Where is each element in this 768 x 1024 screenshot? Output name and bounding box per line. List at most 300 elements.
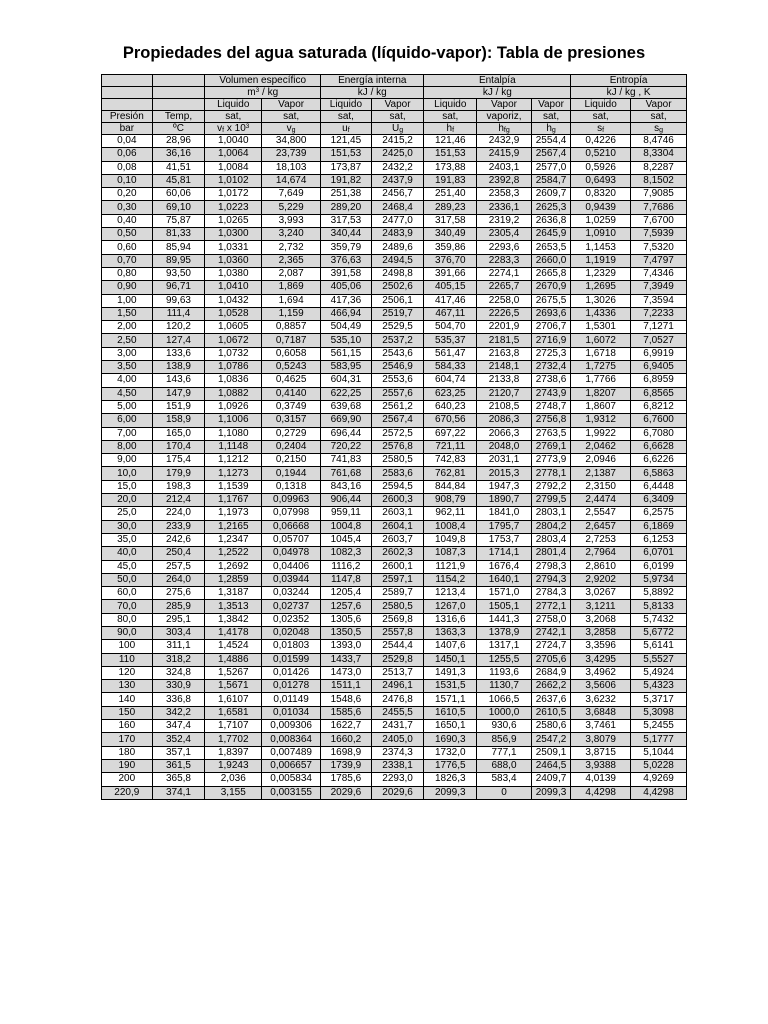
table-cell: 2675,5 bbox=[531, 294, 570, 307]
table-cell: 623,25 bbox=[424, 387, 477, 400]
table-cell: 1,4886 bbox=[205, 653, 262, 666]
table-row bbox=[102, 720, 687, 733]
table-cell: 2403,1 bbox=[477, 161, 532, 174]
table-cell: 2431,7 bbox=[371, 720, 424, 733]
table-cell: 2706,7 bbox=[531, 321, 570, 334]
table-cell: 1317,1 bbox=[477, 640, 532, 653]
table-row bbox=[102, 507, 687, 520]
table-cell: 1393,0 bbox=[321, 640, 372, 653]
table-cell: 158,9 bbox=[152, 414, 205, 427]
table-cell: 130 bbox=[102, 680, 153, 693]
table-cell: 417,46 bbox=[424, 294, 477, 307]
table-row bbox=[102, 347, 687, 360]
table-cell: 0,009306 bbox=[262, 720, 321, 733]
table-cell: 45,81 bbox=[152, 174, 205, 187]
header-sat: sat, bbox=[205, 111, 262, 123]
table-cell: 5,1044 bbox=[631, 746, 687, 759]
table-cell: 40,0 bbox=[102, 547, 153, 560]
table-cell: 330,9 bbox=[152, 680, 205, 693]
table-cell: 2415,9 bbox=[477, 148, 532, 161]
table-cell: 2792,2 bbox=[531, 480, 570, 493]
table-cell: 0,7187 bbox=[262, 334, 321, 347]
table-cell: 2784,3 bbox=[531, 587, 570, 600]
table-cell: 2,7964 bbox=[571, 547, 631, 560]
table-cell: 147,9 bbox=[152, 387, 205, 400]
table-cell: 2,365 bbox=[262, 254, 321, 267]
table-cell: 3,0267 bbox=[571, 587, 631, 600]
table-row bbox=[102, 480, 687, 493]
table-row bbox=[102, 560, 687, 573]
table-cell: 1,0331 bbox=[205, 241, 262, 254]
table-cell: 0,02048 bbox=[262, 626, 321, 639]
table-row bbox=[102, 254, 687, 267]
table-cell: 6,0199 bbox=[631, 560, 687, 573]
table-cell: 1008,4 bbox=[424, 520, 477, 533]
table-cell: 2283,3 bbox=[477, 254, 532, 267]
table-cell: 2274,1 bbox=[477, 267, 532, 280]
table-cell: 5,229 bbox=[262, 201, 321, 214]
table-cell: 1049,8 bbox=[424, 533, 477, 546]
table-cell: 45,0 bbox=[102, 560, 153, 573]
table-cell: 777,1 bbox=[477, 746, 532, 759]
table-cell: 2338,1 bbox=[371, 759, 424, 772]
table-cell: 1,1148 bbox=[205, 440, 262, 453]
table-cell: 583,95 bbox=[321, 361, 372, 374]
table-cell: 0,09963 bbox=[262, 494, 321, 507]
table-cell: 1505,1 bbox=[477, 600, 532, 613]
table-cell: 264,0 bbox=[152, 573, 205, 586]
table-cell: 7,5320 bbox=[631, 241, 687, 254]
table-cell: 391,66 bbox=[424, 267, 477, 280]
table-cell: 583,4 bbox=[477, 773, 532, 786]
table-cell: 3,1211 bbox=[571, 600, 631, 613]
table-cell: 2392,8 bbox=[477, 174, 532, 187]
table-cell: 36,16 bbox=[152, 148, 205, 161]
table-cell: 2,0462 bbox=[571, 440, 631, 453]
table-cell: 1491,3 bbox=[424, 666, 477, 679]
header-hf: $h_f$ bbox=[424, 123, 477, 135]
table-cell: 962,11 bbox=[424, 507, 477, 520]
table-row bbox=[102, 414, 687, 427]
header-entropy: Entropía bbox=[571, 75, 687, 87]
table-cell: 1571,1 bbox=[424, 693, 477, 706]
table-cell: 151,53 bbox=[424, 148, 477, 161]
table-cell: 2758,0 bbox=[531, 613, 570, 626]
table-cell: 2163,8 bbox=[477, 347, 532, 360]
table-cell: 6,5863 bbox=[631, 467, 687, 480]
table-cell: 1,0786 bbox=[205, 361, 262, 374]
table-cell: 191,82 bbox=[321, 174, 372, 187]
header-vapor: Vapor bbox=[631, 99, 687, 111]
table-cell: 1,0926 bbox=[205, 400, 262, 413]
header-uf: $u_f$ bbox=[321, 123, 372, 135]
table-cell: 1,0410 bbox=[205, 281, 262, 294]
table-cell: 0,50 bbox=[102, 228, 153, 241]
table-cell: 1571,0 bbox=[477, 587, 532, 600]
table-row bbox=[102, 520, 687, 533]
table-cell: 670,56 bbox=[424, 414, 477, 427]
table-cell: 4,4298 bbox=[631, 786, 687, 799]
table-cell: 467,11 bbox=[424, 307, 477, 320]
table-cell: 8,4746 bbox=[631, 135, 687, 148]
table-cell: 8,3304 bbox=[631, 148, 687, 161]
table-cell: 2358,3 bbox=[477, 188, 532, 201]
table-cell: 5,1777 bbox=[631, 733, 687, 746]
table-cell: 2544,4 bbox=[371, 640, 424, 653]
header-vapor: Vapor bbox=[371, 99, 424, 111]
table-cell: 5,4323 bbox=[631, 680, 687, 693]
table-cell: 1739,9 bbox=[321, 759, 372, 772]
table-cell: 133,6 bbox=[152, 347, 205, 360]
table-cell: 1622,7 bbox=[321, 720, 372, 733]
table-cell: 1193,6 bbox=[477, 666, 532, 679]
table-cell: 2099,3 bbox=[531, 786, 570, 799]
table-cell: 190 bbox=[102, 759, 153, 772]
table-cell: 1,0672 bbox=[205, 334, 262, 347]
table-cell: 2,8610 bbox=[571, 560, 631, 573]
table-cell: 2602,3 bbox=[371, 547, 424, 560]
table-cell: 1,2165 bbox=[205, 520, 262, 533]
header-ug: $U_g$ bbox=[371, 123, 424, 135]
header-temp: Temp, bbox=[152, 111, 205, 123]
table-cell: 111,4 bbox=[152, 307, 205, 320]
table-cell: 336,8 bbox=[152, 693, 205, 706]
table-row bbox=[102, 400, 687, 413]
table-cell: 2265,7 bbox=[477, 281, 532, 294]
table-cell: 2610,5 bbox=[531, 706, 570, 719]
table-cell: 1,0836 bbox=[205, 374, 262, 387]
table-cell: 720,22 bbox=[321, 440, 372, 453]
table-cell: 50,0 bbox=[102, 573, 153, 586]
table-cell: 504,70 bbox=[424, 321, 477, 334]
header-sat: sat, bbox=[262, 111, 321, 123]
table-cell: 696,44 bbox=[321, 427, 372, 440]
table-cell: 2665,8 bbox=[531, 267, 570, 280]
table-cell: 121,45 bbox=[321, 135, 372, 148]
table-cell: 0,3157 bbox=[262, 414, 321, 427]
table-cell: 1610,5 bbox=[424, 706, 477, 719]
table-cell: 6,9919 bbox=[631, 347, 687, 360]
table-row bbox=[102, 427, 687, 440]
table-cell: 5,0228 bbox=[631, 759, 687, 772]
table-cell: 5,8133 bbox=[631, 600, 687, 613]
table-cell: 6,2575 bbox=[631, 507, 687, 520]
table-cell: 8,00 bbox=[102, 440, 153, 453]
table-cell: 0,03944 bbox=[262, 573, 321, 586]
table-cell: 2502,6 bbox=[371, 281, 424, 294]
table-cell: 2772,1 bbox=[531, 600, 570, 613]
table-cell: 1,0528 bbox=[205, 307, 262, 320]
table-cell: 96,71 bbox=[152, 281, 205, 294]
table-row bbox=[102, 693, 687, 706]
table-cell: 2,732 bbox=[262, 241, 321, 254]
table-cell: 359,86 bbox=[424, 241, 477, 254]
table-cell: 90,0 bbox=[102, 626, 153, 639]
table-cell: 2561,2 bbox=[371, 400, 424, 413]
table-cell: 2305,4 bbox=[477, 228, 532, 241]
table-cell: 6,0701 bbox=[631, 547, 687, 560]
table-cell: 3,155 bbox=[205, 786, 262, 799]
table-cell: 2748,7 bbox=[531, 400, 570, 413]
table-cell: 7,6700 bbox=[631, 214, 687, 227]
table-cell: 2725,3 bbox=[531, 347, 570, 360]
table-cell: 0,5210 bbox=[571, 148, 631, 161]
table-cell: 721,11 bbox=[424, 440, 477, 453]
table-cell: 856,9 bbox=[477, 733, 532, 746]
table-cell: 1,1273 bbox=[205, 467, 262, 480]
table-cell: 0,04406 bbox=[262, 560, 321, 573]
table-row bbox=[102, 680, 687, 693]
header-enthalpy-units: kJ / kg bbox=[424, 87, 571, 99]
table-cell: 2409,7 bbox=[531, 773, 570, 786]
table-cell: 0,03244 bbox=[262, 587, 321, 600]
table-cell: 2543,6 bbox=[371, 347, 424, 360]
table-cell: 2580,5 bbox=[371, 600, 424, 613]
table-cell: 1257,6 bbox=[321, 600, 372, 613]
table-cell: 1,0300 bbox=[205, 228, 262, 241]
table-cell: 761,68 bbox=[321, 467, 372, 480]
table-cell: 250,4 bbox=[152, 547, 205, 560]
table-row bbox=[102, 148, 687, 161]
table-cell: 10,0 bbox=[102, 467, 153, 480]
table-cell: 1,8397 bbox=[205, 746, 262, 759]
table-cell: 2584,7 bbox=[531, 174, 570, 187]
header-blank bbox=[102, 99, 153, 111]
table-cell: 6,3409 bbox=[631, 494, 687, 507]
table-cell: 1,8207 bbox=[571, 387, 631, 400]
table-cell: 1,0259 bbox=[571, 214, 631, 227]
table-body bbox=[102, 135, 687, 800]
table-cell: 251,40 bbox=[424, 188, 477, 201]
header-sf: $s_f$ bbox=[571, 123, 631, 135]
header-liquido: Liquido bbox=[321, 99, 372, 111]
table-row bbox=[102, 387, 687, 400]
table-cell: 7,5939 bbox=[631, 228, 687, 241]
table-cell: 303,4 bbox=[152, 626, 205, 639]
table-row bbox=[102, 746, 687, 759]
table-cell: 5,8892 bbox=[631, 587, 687, 600]
table-cell: 1407,6 bbox=[424, 640, 477, 653]
table-cell: 7,2233 bbox=[631, 307, 687, 320]
table-cell: 5,6141 bbox=[631, 640, 687, 653]
table-cell: 150 bbox=[102, 706, 153, 719]
table-cell: 2637,6 bbox=[531, 693, 570, 706]
table-cell: 2048,0 bbox=[477, 440, 532, 453]
table-cell: 3,8715 bbox=[571, 746, 631, 759]
table-cell: 1714,1 bbox=[477, 547, 532, 560]
table-cell: 0,06 bbox=[102, 148, 153, 161]
table-row bbox=[102, 547, 687, 560]
table-cell: 2,7253 bbox=[571, 533, 631, 546]
table-cell: 1,3842 bbox=[205, 613, 262, 626]
table-cell: 2496,1 bbox=[371, 680, 424, 693]
table-cell: 165,0 bbox=[152, 427, 205, 440]
table-cell: 0,40 bbox=[102, 214, 153, 227]
table-cell: 669,90 bbox=[321, 414, 372, 427]
table-cell: 1841,0 bbox=[477, 507, 532, 520]
table-cell: 340,49 bbox=[424, 228, 477, 241]
header-internal-energy: Energía interna bbox=[321, 75, 424, 87]
table-cell: 1,1539 bbox=[205, 480, 262, 493]
table-cell: 151,53 bbox=[321, 148, 372, 161]
table-cell: 1,6107 bbox=[205, 693, 262, 706]
table-cell: 0,5243 bbox=[262, 361, 321, 374]
table-cell: 191,83 bbox=[424, 174, 477, 187]
table-cell: 1785,6 bbox=[321, 773, 372, 786]
table-cell: 8,1502 bbox=[631, 174, 687, 187]
table-cell: 1640,1 bbox=[477, 573, 532, 586]
header-sat: sat, bbox=[371, 111, 424, 123]
table-cell: 1045,4 bbox=[321, 533, 372, 546]
table-cell: 2625,3 bbox=[531, 201, 570, 214]
table-cell: 212,4 bbox=[152, 494, 205, 507]
table-row bbox=[102, 786, 687, 799]
table-cell: 1433,7 bbox=[321, 653, 372, 666]
table-cell: 697,22 bbox=[424, 427, 477, 440]
table-cell: 2437,9 bbox=[371, 174, 424, 187]
table-cell: 242,6 bbox=[152, 533, 205, 546]
table-row bbox=[102, 494, 687, 507]
table-cell: 2,50 bbox=[102, 334, 153, 347]
table-cell: 2494,5 bbox=[371, 254, 424, 267]
table-cell: 2569,8 bbox=[371, 613, 424, 626]
table-cell: 843,16 bbox=[321, 480, 372, 493]
table-cell: 224,0 bbox=[152, 507, 205, 520]
table-cell: 4,50 bbox=[102, 387, 153, 400]
table-cell: 1,1767 bbox=[205, 494, 262, 507]
table-cell: 257,5 bbox=[152, 560, 205, 573]
table-cell: 170,4 bbox=[152, 440, 205, 453]
table-cell: 0,003155 bbox=[262, 786, 321, 799]
table-cell: 2660,0 bbox=[531, 254, 570, 267]
table-cell: 2600,3 bbox=[371, 494, 424, 507]
table-cell: 1305,6 bbox=[321, 613, 372, 626]
table-cell: 2583,6 bbox=[371, 467, 424, 480]
table-cell: 762,81 bbox=[424, 467, 477, 480]
table-cell: 2803,4 bbox=[531, 533, 570, 546]
table-cell: 0,4140 bbox=[262, 387, 321, 400]
table-row bbox=[102, 467, 687, 480]
header-hfg: $h_{fg}$ bbox=[477, 123, 532, 135]
table-cell: 0,20 bbox=[102, 188, 153, 201]
table-cell: 180 bbox=[102, 746, 153, 759]
table-cell: 2066,3 bbox=[477, 427, 532, 440]
header-specific-volume: Volumen específico bbox=[205, 75, 321, 87]
table-cell: 535,10 bbox=[321, 334, 372, 347]
table-cell: 275,6 bbox=[152, 587, 205, 600]
table-cell: 2498,8 bbox=[371, 267, 424, 280]
table-cell: 1,4178 bbox=[205, 626, 262, 639]
table-cell: 0,01599 bbox=[262, 653, 321, 666]
table-cell: 2258,0 bbox=[477, 294, 532, 307]
table-cell: 0,02352 bbox=[262, 613, 321, 626]
table-cell: 7,00 bbox=[102, 427, 153, 440]
table-cell: 5,00 bbox=[102, 400, 153, 413]
table-cell: 1732,0 bbox=[424, 746, 477, 759]
table-cell: 1,0432 bbox=[205, 294, 262, 307]
table-cell: 1,6581 bbox=[205, 706, 262, 719]
table-cell: 2537,2 bbox=[371, 334, 424, 347]
table-cell: 2108,5 bbox=[477, 400, 532, 413]
table-cell: 120 bbox=[102, 666, 153, 679]
table-cell: 2464,5 bbox=[531, 759, 570, 772]
table-cell: 0,3749 bbox=[262, 400, 321, 413]
table-cell: 2,5547 bbox=[571, 507, 631, 520]
table-row bbox=[102, 228, 687, 241]
table-cell: 1,0882 bbox=[205, 387, 262, 400]
table-cell: 3,5606 bbox=[571, 680, 631, 693]
table-cell: 317,53 bbox=[321, 214, 372, 227]
table-cell: 1,7766 bbox=[571, 374, 631, 387]
table-cell: 7,4797 bbox=[631, 254, 687, 267]
table-cell: 23,739 bbox=[262, 148, 321, 161]
table-cell: 2529,5 bbox=[371, 321, 424, 334]
table-cell: 2293,6 bbox=[477, 241, 532, 254]
table-cell: 561,15 bbox=[321, 347, 372, 360]
table-cell: 1,2859 bbox=[205, 573, 262, 586]
table-cell: 2756,8 bbox=[531, 414, 570, 427]
table-cell: 604,31 bbox=[321, 374, 372, 387]
table-cell: 7,3594 bbox=[631, 294, 687, 307]
table-row bbox=[102, 613, 687, 626]
table-cell: 34,800 bbox=[262, 135, 321, 148]
table-cell: 173,87 bbox=[321, 161, 372, 174]
table-row bbox=[102, 533, 687, 546]
table-cell: 1826,3 bbox=[424, 773, 477, 786]
header-presion: Presión bbox=[102, 111, 153, 123]
table-cell: 1066,5 bbox=[477, 693, 532, 706]
table-cell: 2693,6 bbox=[531, 307, 570, 320]
table-cell: 2567,4 bbox=[371, 414, 424, 427]
table-cell: 15,0 bbox=[102, 480, 153, 493]
header-energy-units: kJ / kg bbox=[321, 87, 424, 99]
table-cell: 289,20 bbox=[321, 201, 372, 214]
table-cell: 289,23 bbox=[424, 201, 477, 214]
table-cell: 138,9 bbox=[152, 361, 205, 374]
table-cell: 2594,5 bbox=[371, 480, 424, 493]
header-enthalpy: Entalpía bbox=[424, 75, 571, 87]
table-cell: 0,90 bbox=[102, 281, 153, 294]
table-cell: 2415,2 bbox=[371, 135, 424, 148]
table-cell: 1316,6 bbox=[424, 613, 477, 626]
header-hg: $h_g$ bbox=[531, 123, 570, 135]
table-cell: 93,50 bbox=[152, 267, 205, 280]
table-cell: 5,3098 bbox=[631, 706, 687, 719]
table-cell: 2099,3 bbox=[424, 786, 477, 799]
header-vapor: Vapor bbox=[477, 99, 532, 111]
table-cell: 0,008364 bbox=[262, 733, 321, 746]
table-cell: 535,37 bbox=[424, 334, 477, 347]
table-cell: 2432,2 bbox=[371, 161, 424, 174]
table-cell: 1548,6 bbox=[321, 693, 372, 706]
table-cell: 6,8959 bbox=[631, 374, 687, 387]
table-cell: 2489,6 bbox=[371, 241, 424, 254]
table-row bbox=[102, 361, 687, 374]
header-sg: $s_g$ bbox=[631, 123, 687, 135]
table-cell: 1004,8 bbox=[321, 520, 372, 533]
table-cell: 561,47 bbox=[424, 347, 477, 360]
table-cell: 3,2858 bbox=[571, 626, 631, 639]
table-cell: 318,2 bbox=[152, 653, 205, 666]
table-cell: 20,0 bbox=[102, 494, 153, 507]
table-cell: 173,88 bbox=[424, 161, 477, 174]
table-cell: 85,94 bbox=[152, 241, 205, 254]
table-cell: 0,06668 bbox=[262, 520, 321, 533]
table-cell: 4,4298 bbox=[571, 786, 631, 799]
table-cell: 0,1944 bbox=[262, 467, 321, 480]
table-cell: 1,50 bbox=[102, 307, 153, 320]
table-cell: 100 bbox=[102, 640, 153, 653]
